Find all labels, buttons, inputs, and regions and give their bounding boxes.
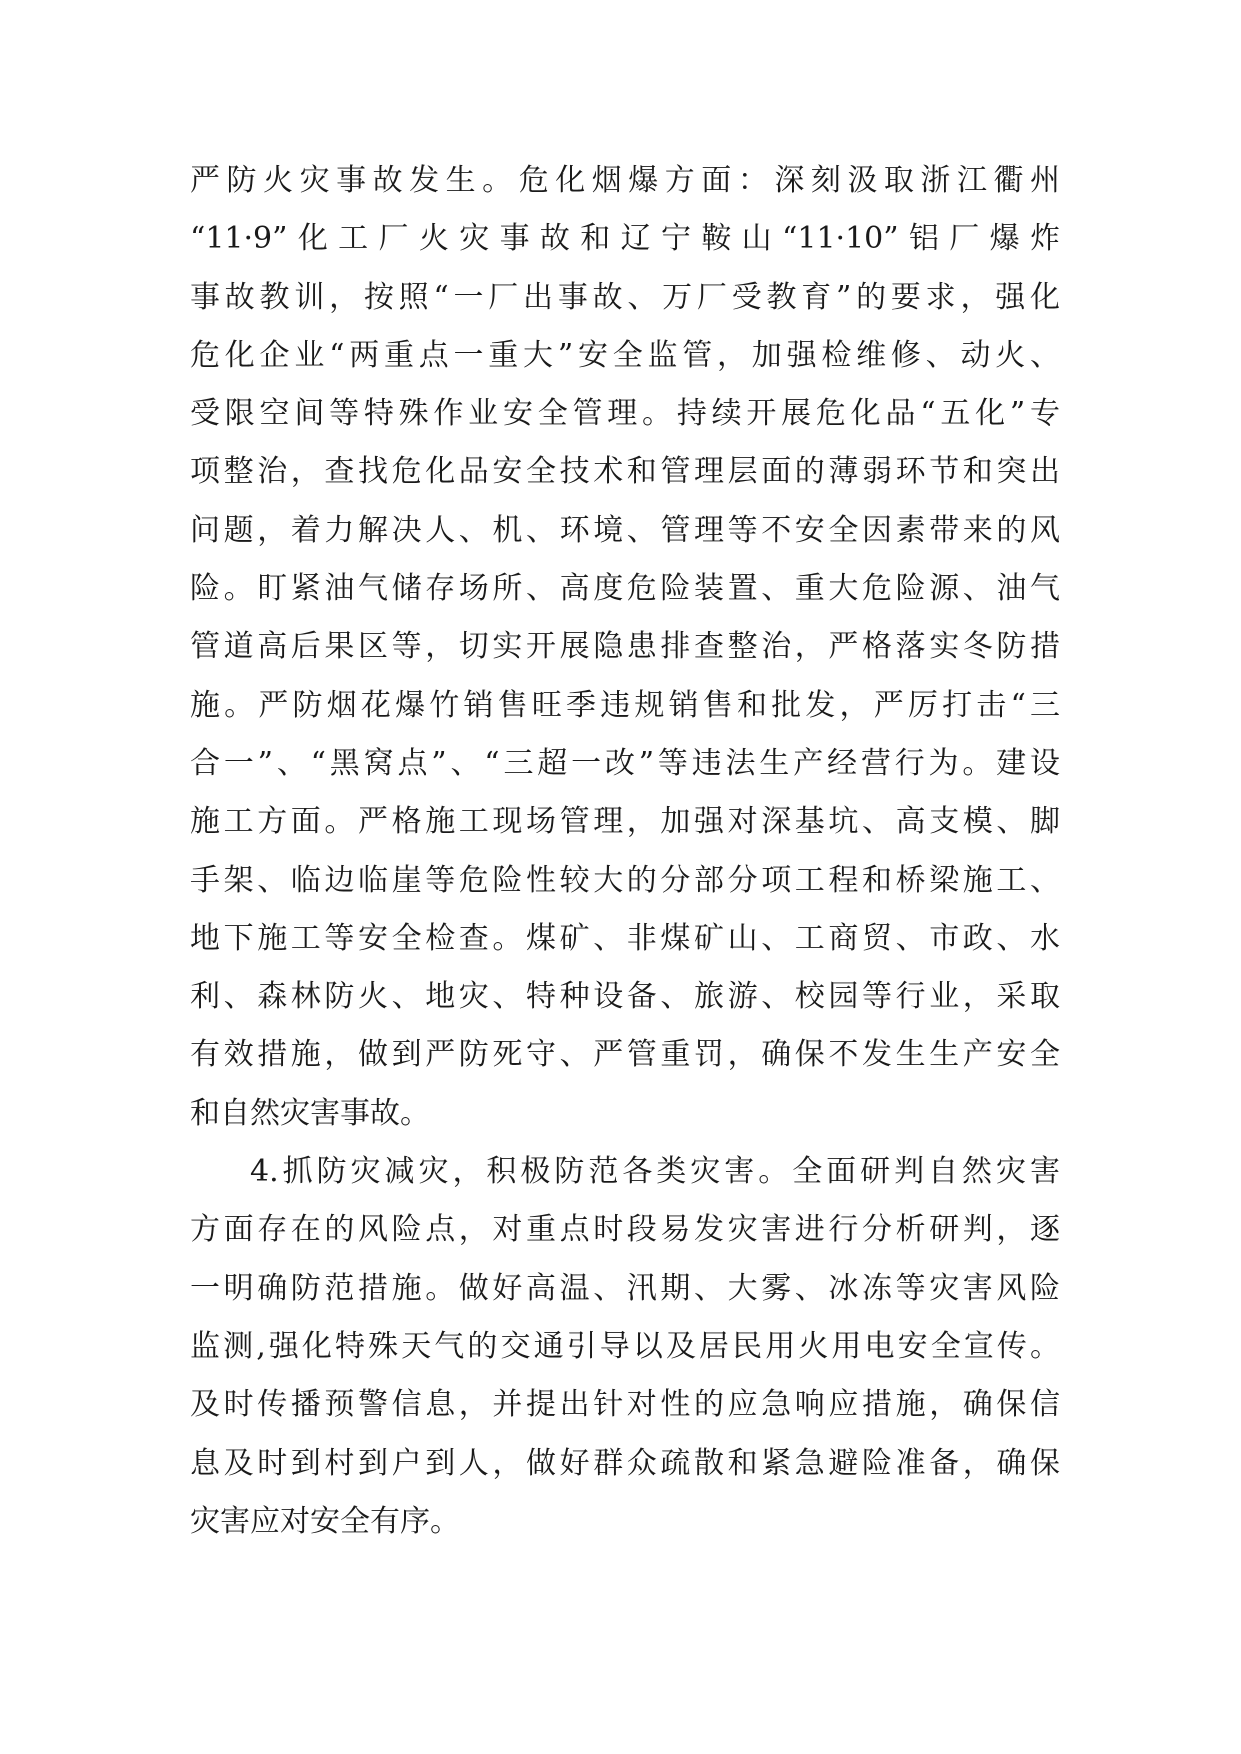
text-line: 4.抓防灾减灾，积极防范各类灾害。全面研判自然灾害 [250,1154,1060,1190]
text-line: 合一”、“黑窝点”、“三超一改”等违法生产经营行为。建设 [190,745,1060,781]
text-line: 管道高后果区等，切实开展隐患排查整治，严格落实冬防措 [190,629,1060,665]
text-line: 及时传播预警信息，并提出针对性的应急响应措施，确保信 [190,1387,1060,1423]
body-text [190,152,1060,1551]
paragraph-2 [190,1143,1060,1551]
text-line: 问题，着力解决人、机、环境、管理等不安全因素带来的风 [190,512,1060,548]
text-line: 事故教训，按照“一厂出事故、万厂受教育”的要求，强化 [190,279,1060,315]
text-line: 严防火灾事故发生。危化烟爆方面：深刻汲取浙江衢州 [190,163,1060,198]
text-line: 施工方面。严格施工现场管理，加强对深基坑、高支模、脚 [190,804,1060,840]
text-line: 灾害应对安全有序。 [190,1503,460,1539]
text-line: 受限空间等特殊作业安全管理。持续开展危化品“五化”专 [190,396,1060,432]
text-line: 和自然灾害事故。 [190,1095,430,1131]
text-line: 一明确防范措施。做好高温、汛期、大雾、冰冻等灾害风险 [190,1270,1060,1306]
text-line: 手架、临边临崖等危险性较大的分部分项工程和桥梁施工、 [190,862,1060,898]
text-line: 方面存在的风险点，对重点时段易发灾害进行分析研判，逐 [190,1212,1060,1248]
text-line: 息及时到村到户到人，做好群众疏散和紧急避险准备，确保 [190,1445,1060,1481]
text-line: 地下施工等安全检查。煤矿、非煤矿山、工商贸、市政、水 [190,920,1060,956]
text-line: 施。严防烟花爆竹销售旺季违规销售和批发，严厉打击“三 [190,687,1060,723]
text-line: 危化企业“两重点一重大”安全监管，加强检维修、动火、 [190,337,1060,373]
paragraph-1 [190,152,1060,1143]
text-line: 利、森林防火、地灾、特种设备、旅游、校园等行业，采取 [190,979,1060,1015]
text-line: “11·9”化工厂火灾事故和辽宁鞍山“11·10”铝厂爆炸 [190,221,1060,257]
text-line: 险。盯紧油气储存场所、高度危险装置、重大危险源、油气 [190,571,1060,607]
text-line: 有效措施，做到严防死守、严管重罚，确保不发生生产安全 [190,1037,1060,1073]
text-line: 监测,强化特殊天气的交通引导以及居民用火用电安全宣传。 [190,1328,1060,1364]
text-line: 项整治，查找危化品安全技术和管理层面的薄弱环节和突出 [190,454,1060,490]
